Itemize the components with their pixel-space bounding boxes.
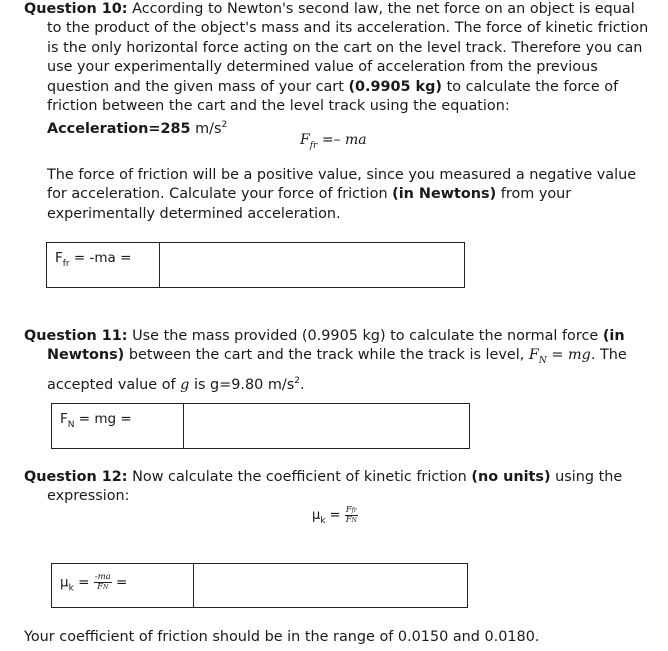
question-10-text (24, 0, 650, 116)
inline-force-symbol: F (528, 347, 539, 364)
question-12-label: Question 12: (24, 469, 128, 485)
q11-exponent: 2 (294, 375, 300, 386)
question-11-label: Question 11: (24, 328, 128, 344)
q11-body: Use the mass provided (0.9905 kg) to calculate the normal force (132, 328, 599, 344)
ans-fn-symbol: F (60, 411, 68, 427)
acceleration-exponent: 2 (221, 120, 228, 131)
eq-equals: = (329, 508, 341, 523)
question-12-text (24, 468, 650, 507)
ans-equals-1: = (78, 574, 90, 591)
q12-bold: (no units) (471, 469, 551, 485)
cart-mass: (0.9905 kg) (348, 78, 443, 95)
q12-body: Now calculate the coefficient of kinetic friction (132, 469, 467, 485)
answer-label-q10 (47, 243, 160, 288)
question-10 (24, 0, 650, 140)
para2-b: from your experimentally determined acceleration. (47, 186, 572, 222)
question-10-body-2: to calculate the force of friction between the cart and the level track using the equation: (47, 78, 619, 115)
q12-body-2: using the expression: (47, 469, 623, 505)
question-11 (24, 327, 650, 395)
question-12 (24, 468, 650, 507)
eq-mu-subscript: k (320, 516, 326, 526)
ans-force-subscript: fr (62, 259, 70, 269)
inline-rhs: = mg (546, 347, 591, 364)
eq-denominator (345, 516, 358, 525)
friction-equation (300, 131, 367, 156)
footer-note: Your coefficient of friction should be in the range of 0.0150 and 0.0180. (24, 629, 540, 645)
ans-fn-formula: = mg = (74, 411, 132, 427)
inline-force-subscript: N (538, 356, 547, 367)
eq-fraction (345, 506, 358, 525)
acceleration-value: Acceleration=285 (47, 121, 191, 138)
q11-body-4: is g=9.80 m/s (193, 376, 295, 393)
eq-den-symbol: F (345, 515, 352, 525)
question-10-para-2 (24, 166, 650, 224)
answer-table-q11 (51, 403, 470, 449)
ans-formula: = -ma = (69, 250, 132, 266)
q11-body-2: between the cart and the track while the track is level, (128, 347, 525, 364)
g-symbol: g (180, 376, 190, 393)
answer-table-q10 (46, 242, 465, 288)
answer-label-q12 (52, 564, 194, 608)
question-10-body: According to Newton's second law, the net force on an object is equal to the product of the object's mass and its acceleration. The force of kinetic friction is the only horizontal force acting on the cart on the level track. Therefore you can use your experimentally determined value of acceleration from the previous question and the given mass of your cart (47, 1, 649, 95)
ans-equals-2: = (116, 574, 128, 591)
q11-bold: (in Newtons) (47, 328, 625, 364)
ans-mu-subscript: k (68, 583, 74, 594)
ans-force-symbol: F (55, 250, 63, 266)
ans-numerator: -ma (94, 571, 111, 582)
coefficient-equation (312, 506, 358, 531)
ans-fraction (94, 573, 112, 592)
acceleration-unit: m/s (195, 121, 222, 138)
question-11-text (24, 327, 650, 395)
para2-bold: (in Newtons) (392, 186, 497, 203)
ans-den-subscript: N (103, 583, 109, 591)
eq-force-symbol: F (300, 132, 310, 148)
normal-force-inline-eq (528, 347, 591, 367)
answer-field-q11[interactable] (184, 404, 470, 449)
answer-field-q12[interactable] (194, 564, 468, 608)
eq-rhs: =– ma (321, 132, 367, 148)
ans-mu-symbol: μ (60, 574, 69, 591)
eq-num-symbol: F (345, 505, 352, 515)
ans-den-symbol: F (97, 581, 104, 592)
q11-period: . (299, 376, 305, 393)
question-10-para-2-text (24, 166, 650, 224)
ans-denominator (94, 583, 112, 592)
question-10-label: Question 10: (24, 1, 128, 17)
answer-label-q11 (52, 404, 184, 449)
para2-a: The force of friction will be a positive value, since you measured a negative value for acceleration. Calculate your force of friction (47, 167, 637, 203)
eq-mu-symbol: μ (312, 508, 321, 523)
answer-table-q12 (51, 563, 468, 608)
eq-num-subscript: fr (351, 507, 357, 514)
eq-force-subscript: fr (309, 141, 318, 151)
eq-den-subscript: N (351, 517, 357, 524)
q11-body-3: . The accepted value of (47, 347, 627, 393)
ans-fn-subscript: N (67, 420, 75, 430)
answer-field-q10[interactable] (160, 243, 465, 288)
